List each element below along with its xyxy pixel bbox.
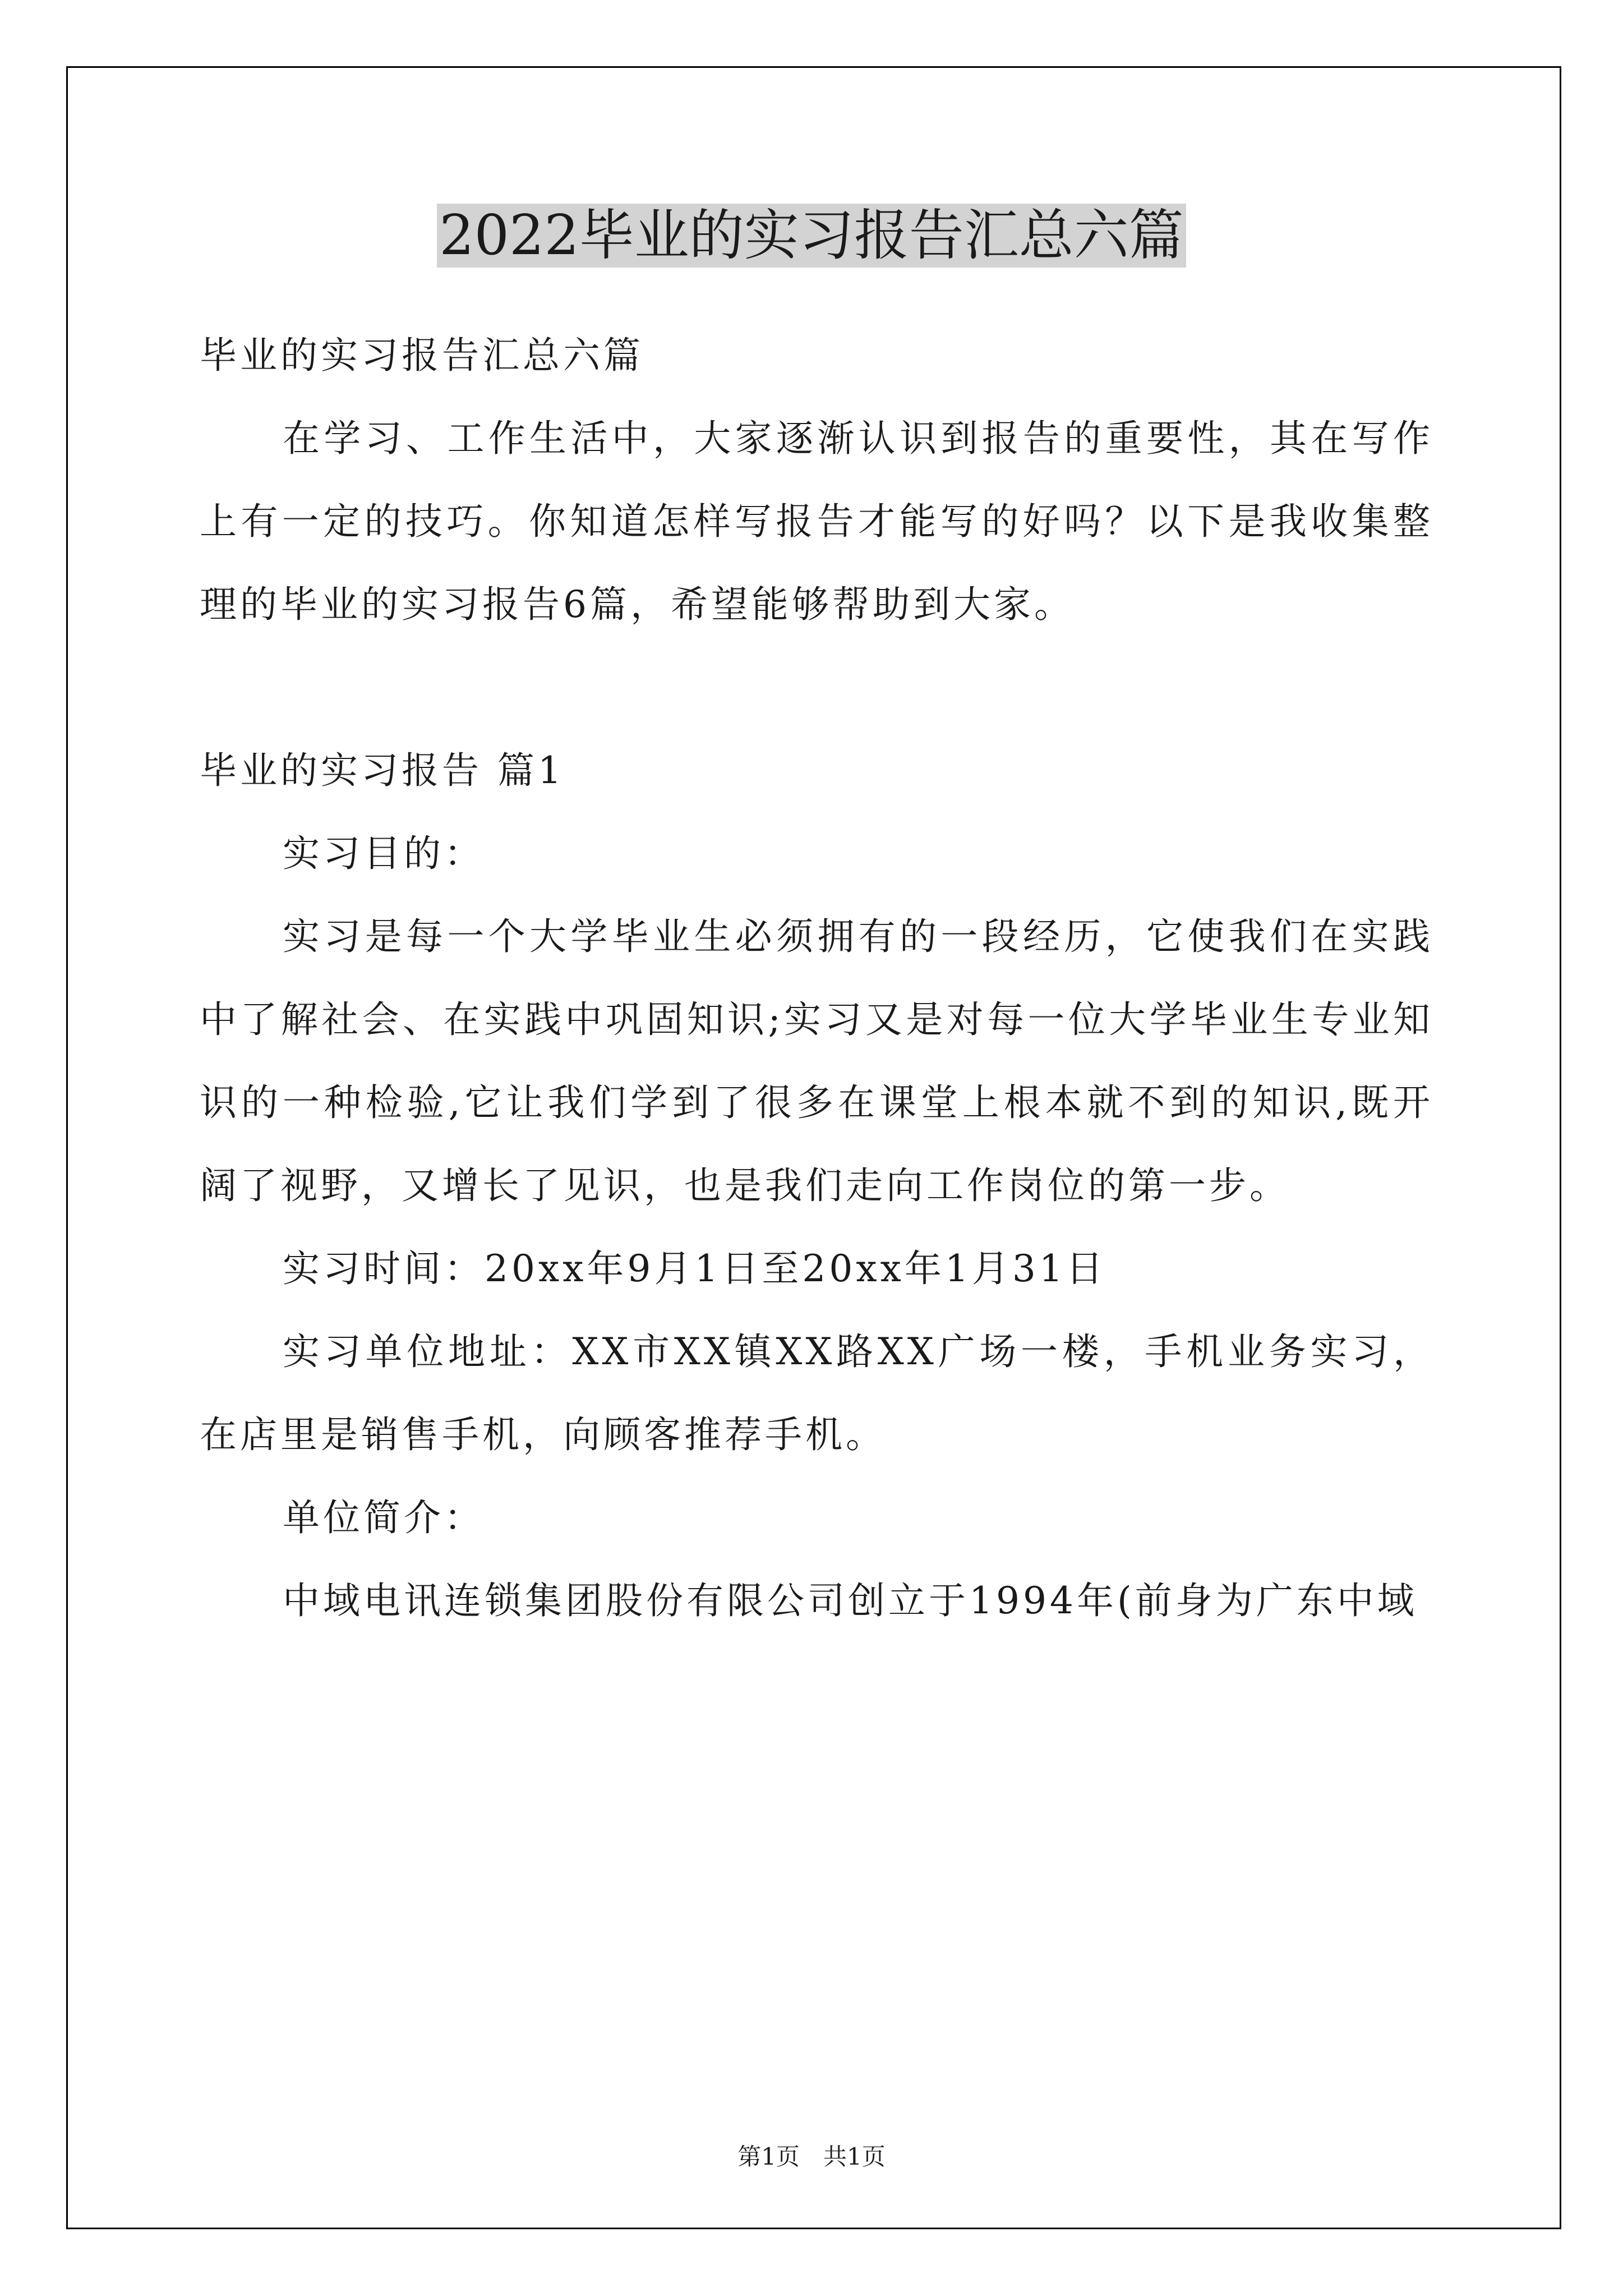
section-heading: 毕业的实习报告 篇1: [200, 749, 565, 792]
document-title-text: 2022毕业的实习报告汇总六篇: [437, 204, 1186, 268]
purpose-paragraph: 实习是每一个大学毕业生必须拥有的一段经历，它使我们在实践中了解社会、在实践中巩固知识;实习又是对每一位大学毕业生专业知识的一种检验,它让我们学到了很多在课堂上根本就不到的知识,既开阔了视野，又增长了见识，也是我们走向工作岗位的第一步。: [200, 915, 1433, 1207]
page-footer: 第1页 共1页: [737, 2143, 886, 2170]
company-intro-paragraph: 中域电讯连锁集团股份有限公司创立于1994年(前身为广东中域: [283, 1579, 1418, 1622]
document-body: [200, 314, 1433, 1642]
period-paragraph: 实习时间：20xx年9月1日至20xx年1月31日: [283, 1247, 1106, 1290]
purpose-label: 实习目的：: [283, 832, 485, 875]
address-paragraph: 实习单位地址：XX市XX镇XX路XX广场一楼，手机业务实习，在店里是销售手机，向顾客推荐手机。: [200, 1330, 1433, 1456]
subtitle-paragraph: 毕业的实习报告汇总六篇: [200, 334, 644, 377]
intro-paragraph: 在学习、工作生活中，大家逐渐认识到报告的重要性，其在写作上有一定的技巧。你知道怎样写报告才能写的好吗？以下是我收集整理的毕业的实习报告6篇，希望能够帮助到大家。: [200, 417, 1433, 626]
document-title: [0, 196, 1623, 275]
company-intro-label: 单位简介：: [283, 1496, 485, 1539]
paragraph-gap: [200, 646, 1433, 729]
